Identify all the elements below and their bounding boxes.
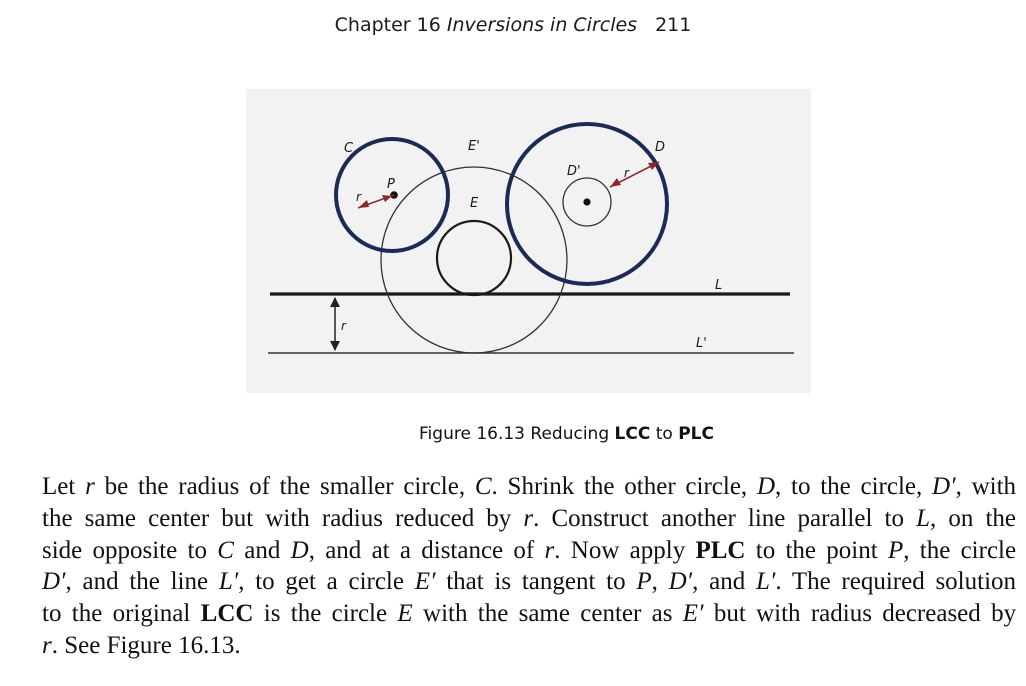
math-symbol: r [544, 536, 555, 564]
math-symbol: C [474, 473, 492, 500]
arrowhead-D-inner [610, 178, 621, 187]
text-run: , and [692, 568, 746, 596]
label-L: L [715, 278, 723, 293]
page-header [0, 14, 1026, 36]
math-symbol: E′ [682, 600, 704, 628]
text-run: , and the line [65, 568, 209, 596]
math-symbol: D′ [42, 568, 66, 596]
math-symbol: r [42, 631, 52, 659]
label-C: C [344, 141, 354, 156]
term-plc: PLC [695, 536, 746, 564]
label-L-prime: L' [696, 336, 707, 351]
label-r-gap: r [341, 319, 346, 333]
figure-caption [0, 424, 1026, 444]
text-run: , on the [930, 504, 1016, 532]
math-symbol: E′ [414, 568, 436, 596]
text-run: is the circle [263, 600, 388, 628]
math-symbol: r [523, 504, 534, 532]
figure-diagram [246, 89, 811, 393]
paragraph-line [42, 503, 1016, 535]
math-symbol: D [290, 536, 309, 564]
math-symbol: L′ [218, 568, 239, 596]
math-symbol: E [397, 600, 413, 628]
page-number: 211 [655, 14, 692, 36]
center-point-D [583, 198, 590, 205]
text-run: . Shrink the other circle, [491, 473, 748, 500]
text-run: , with [955, 473, 1017, 500]
text-run: and [244, 536, 281, 564]
math-symbol: D′ [932, 473, 956, 500]
text-run: Let [42, 473, 76, 500]
text-run: . Now apply [554, 536, 686, 564]
label-D: D [655, 140, 666, 155]
gap-arrowhead-top [330, 297, 340, 307]
circle-E-prime [381, 167, 567, 353]
text-run: that is tangent to [446, 568, 626, 596]
text-run: . See Figure 16.13. [51, 631, 241, 659]
text-run: , to get a circle [238, 568, 404, 596]
math-symbol: C [217, 536, 234, 564]
text-run: with the same center as [423, 600, 673, 628]
paragraph-line [42, 535, 1016, 567]
text-run: be the radius of the smaller circle, [104, 473, 466, 500]
text-run: side opposite to [42, 536, 207, 564]
circle-E [437, 221, 511, 295]
text-run: , [651, 568, 658, 596]
label-r-right: r [624, 166, 629, 180]
math-symbol: r [85, 473, 95, 500]
caption-prefix: Figure 16.13 Reducing [419, 424, 610, 444]
math-symbol: L [916, 504, 930, 532]
paragraph-line [42, 471, 1016, 503]
text-run: . Construct another line parallel to [533, 504, 904, 532]
label-E: E [470, 196, 479, 211]
caption-connector: to [655, 424, 673, 444]
text-run: , to the circle, [775, 473, 923, 500]
gap-arrowhead-bottom [330, 341, 340, 351]
math-symbol: D [756, 473, 775, 500]
arrowhead-C-right [382, 195, 392, 202]
body-paragraph [42, 471, 1016, 662]
math-symbol: D′ [668, 568, 693, 596]
label-E-prime: E' [468, 139, 480, 154]
text-run: the same center but with radius reduced by [42, 504, 512, 532]
text-run: but with radius decreased by [713, 600, 1017, 628]
math-symbol: P [636, 568, 652, 596]
label-P: P [387, 177, 395, 192]
chapter-title: Inversions in Circles [446, 14, 638, 36]
math-symbol: P [887, 536, 904, 564]
caption-term-plc: PLC [678, 424, 714, 444]
paragraph-line [42, 566, 1016, 598]
label-D-prime: D' [567, 164, 581, 179]
paragraph-line [42, 630, 1016, 662]
text-run: , and at a distance of [308, 536, 535, 564]
text-run: to the point [755, 536, 878, 564]
label-r-left: r [356, 190, 361, 204]
term-lcc: LCC [200, 600, 254, 628]
text-run: . The required solution [775, 568, 1017, 596]
figure-16-13 [246, 89, 811, 393]
text-run: , the circle [903, 536, 1017, 564]
text-run: to the original [42, 600, 191, 628]
paragraph-line [42, 598, 1016, 630]
caption-term-lcc: LCC [614, 424, 651, 444]
math-symbol: L′ [755, 568, 776, 596]
chapter-prefix: Chapter 16 [334, 14, 441, 36]
